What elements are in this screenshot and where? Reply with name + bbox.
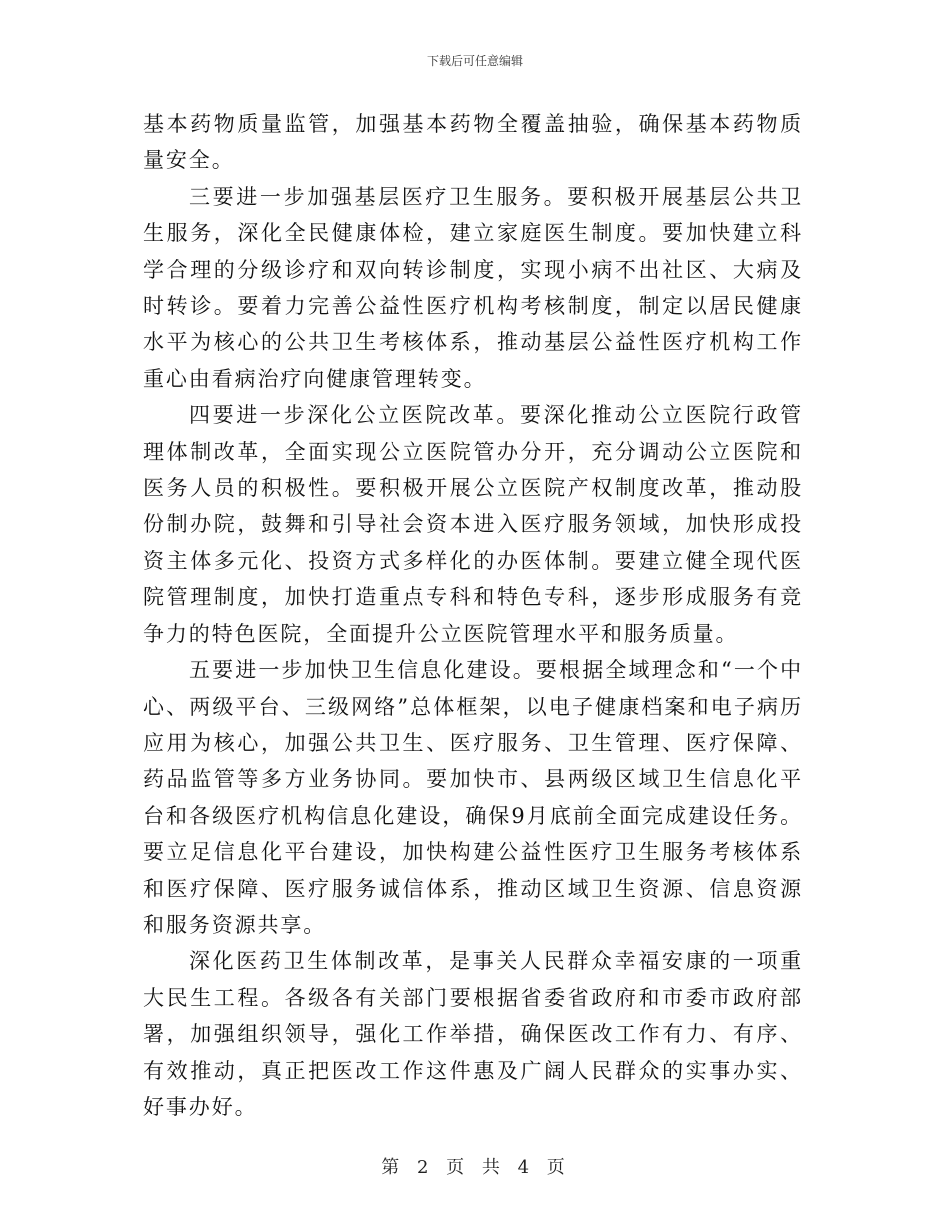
document-body	[143, 106, 803, 1125]
page-number-footer: 第 2 页 共 4 页	[381, 1157, 569, 1178]
paragraph-continuation: 基本药物质量监管，加强基本药物全覆盖抽验，确保基本药物质量安全。	[143, 112, 803, 173]
paragraph-health-informatization: 五要进一步加快卫生信息化建设。要根据全域理念和“一个中心、两级平台、三级网络”总体框架，以电子健康档案和电子病历应用为核心，加强公共卫生、医疗服务、卫生管理、医疗保障、药品监管等多方业务协同。要加快市、县两级区域卫生信息化平台和各级医疗机构信息化建设，确保9月底前全面完成建设任务。要立足信息化平台建设，加快构建公益性医疗卫生服务考核体系和医疗保障、医疗服务诚信体系，推动区域卫生资源、信息资源和服务资源共享。	[143, 658, 803, 937]
paragraph-hospital-reform: 四要进一步深化公立医院改革。要深化推动公立医院行政管理体制改革，全面实现公立医院管办分开，充分调动公立医院和医务人员的积极性。要积极开展公立医院产权制度改革，推动股份制办院，鼓舞和引导社会资本进入医疗服务领域，加快形成投资主体多元化、投资方式多样化的办医体制。要建立健全现代医院管理制度，加快打造重点专科和特色专科，逐步形成服务有竞争力的特色医院，全面提升公立医院管理水平和服务质量。	[143, 403, 803, 646]
paragraph-primary-care: 三要进一步加强基层医疗卫生服务。要积极开展基层公共卫生服务，深化全民健康体检，建立家庭医生制度。要加快建立科学合理的分级诊疗和双向转诊制度，实现小病不出社区、大病及时转诊。要着力完善公益性医疗机构考核制度，制定以居民健康水平为核心的公共卫生考核体系，推动基层公益性医疗机构工作重心由看病治疗向健康管理转变。	[143, 184, 803, 391]
paragraph-conclusion: 深化医药卫生体制改革，是事关人民群众幸福安康的一项重大民生工程。各级各有关部门要根据省委省政府和市委市政府部署，加强组织领导，强化工作举措，确保医改工作有力、有序、有效推动，真正把医改工作这件惠及广阔人民群众的实事办实、好事办好。	[143, 949, 803, 1119]
page-header: 下载后可任意编辑	[426, 54, 523, 68]
